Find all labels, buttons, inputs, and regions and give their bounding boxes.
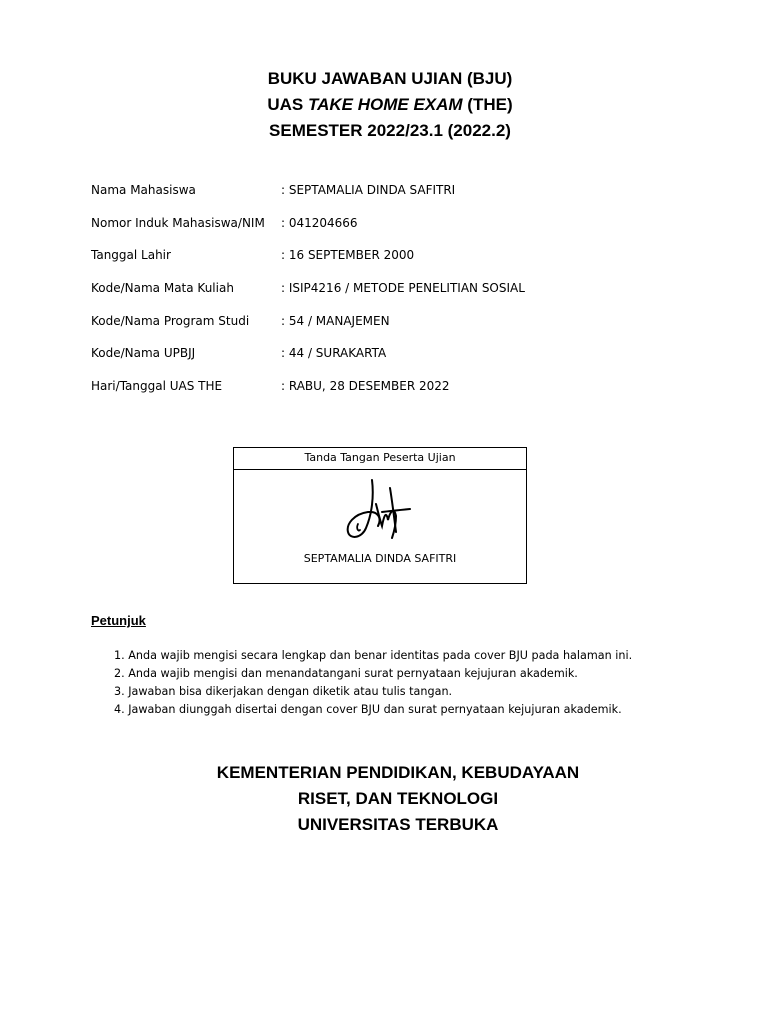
info-label: Kode/Nama Program Studi bbox=[91, 313, 250, 328]
list-item: 3. Jawaban bisa dikerjakan dengan diketik atau tulis tangan. bbox=[114, 685, 453, 698]
instructions-list bbox=[114, 647, 632, 719]
document-title bbox=[0, 66, 768, 144]
info-value: : 041204666 bbox=[281, 215, 358, 230]
footer-line-3: UNIVERSITAS TERBUKA bbox=[297, 815, 499, 834]
info-label: Nama Mahasiswa bbox=[91, 183, 196, 197]
info-label: Kode/Nama UPBJJ bbox=[91, 346, 196, 361]
list-item: 1. Anda wajib mengisi secara lengkap dan benar identitas pada cover BJU pada halaman ini. bbox=[114, 649, 633, 662]
info-label: Kode/Nama Mata Kuliah bbox=[91, 281, 234, 296]
info-value: : 16 SEPTEMBER 2000 bbox=[281, 248, 415, 263]
info-value: : 54 / MANAJEMEN bbox=[281, 313, 390, 328]
list-item: 4. Jawaban diunggah disertai dengan cover BJU dan surat pernyataan kejujuran akademik. bbox=[114, 703, 622, 716]
info-label: Hari/Tanggal UAS THE bbox=[91, 379, 223, 394]
signature-area bbox=[234, 470, 526, 583]
title-line-2-italic: TAKE HOME EXAM bbox=[308, 95, 463, 114]
title-line-2 bbox=[0, 92, 768, 118]
footer-line-1: KEMENTERIAN PENDIDIKAN, KEBUDAYAAN bbox=[216, 763, 580, 782]
signature-box bbox=[233, 447, 527, 584]
list-item: 2. Anda wajib mengisi dan menandatangani surat pernyataan kejujuran akademik. bbox=[114, 667, 578, 680]
signature-header: Tanda Tangan Peserta Ujian bbox=[234, 448, 526, 470]
info-value: : ISIP4216 / METODE PENELITIAN SOSIAL bbox=[281, 281, 525, 296]
instructions-heading: Petunjuk bbox=[91, 613, 146, 628]
info-value: : RABU, 28 DESEMBER 2022 bbox=[281, 379, 450, 394]
handwritten-signature bbox=[338, 476, 418, 548]
info-label: Tanggal Lahir bbox=[91, 248, 171, 263]
info-value: : SEPTAMALIA DINDA SAFITRI bbox=[281, 183, 456, 197]
title-line-2-prefix: UAS bbox=[267, 95, 308, 114]
title-line-1: BUKU JAWABAN UJIAN (BJU) bbox=[267, 69, 513, 88]
info-value: : 44 / SURAKARTA bbox=[281, 346, 387, 361]
title-line-3: SEMESTER 2022/23.1 (2022.2) bbox=[269, 121, 511, 140]
info-label: Nomor Induk Mahasiswa/NIM bbox=[91, 215, 265, 230]
title-line-2-suffix: (THE) bbox=[462, 95, 513, 114]
footer-line-2: RISET, DAN TEKNOLOGI bbox=[297, 789, 499, 808]
institution-footer bbox=[0, 760, 768, 838]
signature-name: SEPTAMALIA DINDA SAFITRI bbox=[303, 552, 457, 565]
